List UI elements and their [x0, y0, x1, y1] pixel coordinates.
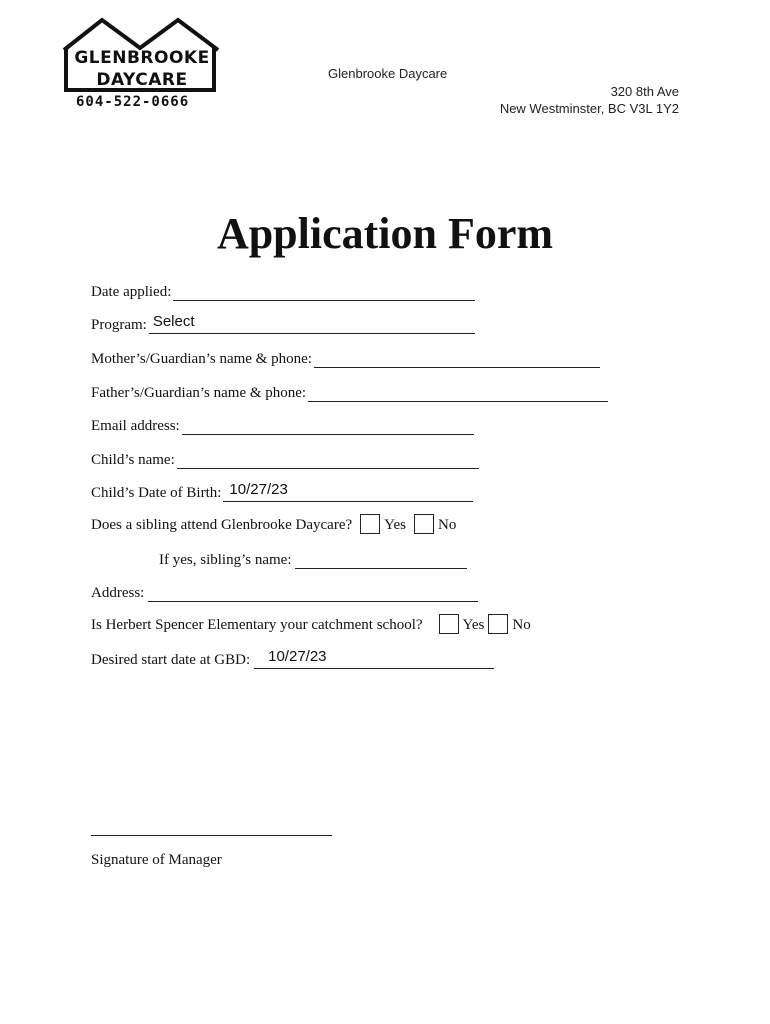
sibling-yes-label: Yes	[384, 517, 406, 533]
mother-field[interactable]	[314, 351, 600, 368]
child-dob-label: Child’s Date of Birth:	[91, 485, 222, 501]
father-field[interactable]	[308, 385, 608, 402]
program-label: Program:	[91, 317, 147, 333]
sibling-question-label: Does a sibling attend Glenbrooke Daycare?	[91, 517, 353, 533]
sibling-name-field[interactable]	[295, 552, 467, 569]
address-field[interactable]	[148, 585, 478, 602]
child-dob-field[interactable]	[223, 481, 473, 502]
father-label: Father’s/Guardian’s name & phone:	[91, 385, 307, 401]
logo-name: GLENBROOKE	[74, 48, 210, 68]
date-applied-field[interactable]	[173, 284, 475, 301]
header-org: Glenbrooke Daycare	[328, 66, 448, 81]
child-name-label: Child’s name:	[91, 452, 175, 468]
catchment-yes-label: Yes	[462, 617, 485, 633]
sibling-name-row	[159, 552, 467, 569]
sibling-no-label: No	[437, 517, 457, 533]
program-value: Select	[152, 313, 195, 330]
sibling-yes-checkbox[interactable]	[360, 514, 380, 534]
start-date-label: Desired start date at GBD:	[91, 652, 251, 668]
child-name-field[interactable]	[177, 452, 479, 469]
sibling-no-checkbox[interactable]	[414, 514, 434, 534]
logo-subname: DAYCARE	[96, 70, 188, 90]
logo-phone: 604-522-0666	[76, 94, 190, 110]
child-name-row	[91, 452, 479, 469]
father-row	[91, 385, 608, 402]
page-title: Application Form	[216, 209, 554, 258]
address-label: Address:	[91, 585, 145, 601]
email-row	[91, 418, 474, 435]
start-date-field[interactable]	[254, 648, 494, 669]
sibling-question-row	[91, 514, 458, 534]
catchment-no-checkbox[interactable]	[488, 614, 508, 634]
address-row	[91, 585, 478, 602]
signature-label: Signature of Manager	[91, 852, 222, 868]
mother-label: Mother’s/Guardian’s name & phone:	[91, 351, 312, 367]
program-row	[91, 313, 475, 334]
child-dob-row	[91, 481, 473, 502]
start-date-row	[91, 648, 494, 669]
catchment-question-row	[91, 614, 533, 634]
catchment-no-label: No	[512, 617, 531, 633]
signature-line[interactable]	[91, 834, 332, 836]
catchment-question-label: Is Herbert Spencer Elementary your catchment school?	[91, 617, 423, 633]
catchment-yes-checkbox[interactable]	[439, 614, 459, 634]
header-address-line1: 320 8th Ave	[610, 84, 679, 99]
mother-row	[91, 351, 600, 368]
email-label: Email address:	[91, 418, 180, 434]
sibling-name-label: If yes, sibling’s name:	[159, 552, 292, 568]
date-applied-label: Date applied:	[91, 284, 172, 300]
email-field[interactable]	[182, 418, 474, 435]
start-date-value: 10/27/23	[268, 648, 327, 665]
header-address-line2: New Westminster, BC V3L 1Y2	[499, 101, 679, 116]
program-select[interactable]	[149, 313, 475, 334]
daycare-logo	[62, 14, 222, 114]
date-applied-row	[91, 284, 475, 301]
child-dob-value: 10/27/23	[229, 481, 288, 498]
